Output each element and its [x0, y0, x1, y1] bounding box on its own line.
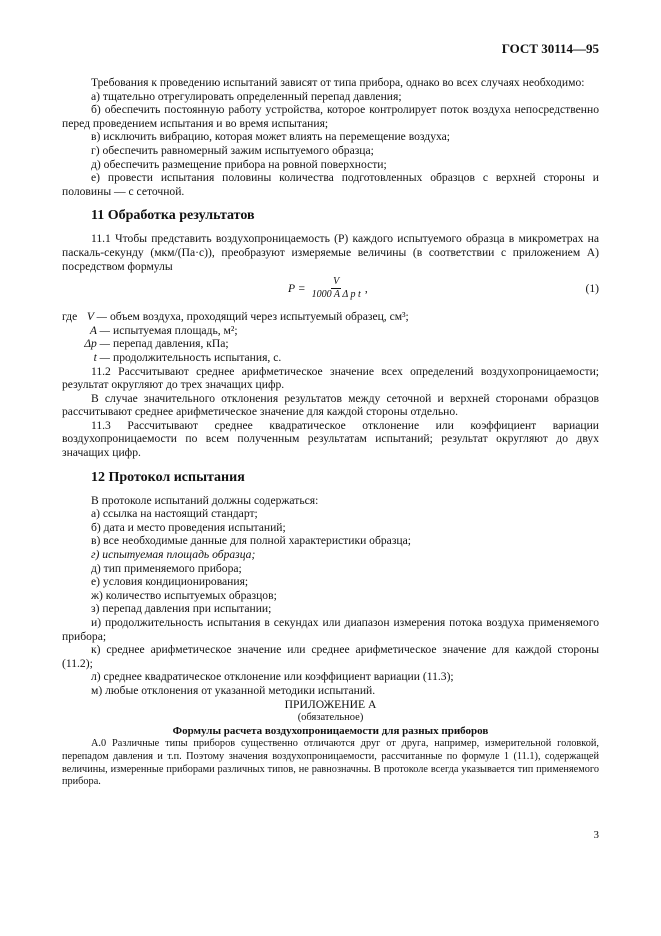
- report-item-k: к) среднее арифметическое значение или среднее арифметическое значение для каждой стороны (11.2);: [62, 643, 599, 670]
- intro-item-c: в) исключить вибрацию, которая может влиять на перемещение воздуха;: [91, 130, 450, 144]
- section-11-p2: 11.2 Рассчитывают среднее арифметическое значение всех определений воздухопроницаемости; результат округляют до трех значащих цифр.: [62, 364, 599, 392]
- section-11-p4: 11.3 Рассчитывают среднее квадратическое отклонение или коэффициент вариации воздухопроницаемости по всем полученным результатам испытаний; результат округляют до двух значащих цифр.: [62, 418, 599, 460]
- formula-denominator: 1000 A Δ p t: [311, 289, 361, 301]
- section-11-p1: 11.1 Чтобы представить воздухопроницаемость (P) каждого испытуемого образца в микрометрах на паскаль-секунду (мкм/(Па·с)), преобразуют измеряемые величины (в соответствии с приложением А) посредством формулы: [62, 232, 599, 273]
- intro-item-e: д) обеспечить размещение прибора на ровной поверхности;: [91, 157, 387, 171]
- where-row-a: [62, 324, 599, 338]
- where-text-dp: перепад давления, кПа;: [113, 337, 229, 351]
- document-body: [62, 76, 599, 789]
- formula-lhs: P =: [288, 281, 306, 295]
- intro-item-b: б) обеспечить постоянную работу устройства, которое контролирует поток воздуха непосредственно перед проведением испытания и во время испытания;: [62, 103, 599, 130]
- where-sym-t: t —: [93, 350, 110, 364]
- intro-item-f: е) провести испытания половины количества подготовленных образцов с верхней стороны и половины — с сеточной.: [62, 171, 599, 198]
- where-text-a: испытуемая площадь, м²;: [113, 323, 238, 337]
- intro-item-d: г) обеспечить равномерный зажим испытуемого образца;: [91, 143, 374, 157]
- page-number: 3: [593, 829, 599, 841]
- where-text-v: объем воздуха, проходящий через испытуемый образец, см³;: [110, 310, 409, 324]
- report-item-f: е) условия кондиционирования;: [91, 575, 249, 589]
- report-item-g: ж) количество испытуемых образцов;: [91, 588, 277, 602]
- where-sym-v: V —: [86, 310, 107, 324]
- formula-numerator: V: [333, 276, 340, 288]
- section-12-title: 12 Протокол испытания: [91, 469, 245, 485]
- formula-1: [62, 276, 599, 306]
- where-text-t: продолжительность испытания, с.: [113, 350, 282, 364]
- section-12-lead: В протоколе испытаний должны содержаться:: [91, 493, 319, 507]
- where-row-v: [62, 310, 599, 324]
- document-id: ГОСТ 30114—95: [501, 41, 599, 56]
- section-11-title: 11 Обработка результатов: [91, 208, 255, 224]
- formula-tail: ,: [364, 281, 368, 295]
- report-item-i: и) продолжительность испытания в секундах или диапазон измерения потока воздуха применяемого прибора;: [62, 616, 599, 643]
- where-row-t: [62, 351, 599, 365]
- where-sym-a: A —: [89, 323, 110, 337]
- report-item-l: л) среднее квадратическое отклонение или коэффициент вариации (11.3);: [91, 670, 454, 684]
- report-item-a: а) ссылка на настоящий стандарт;: [91, 507, 258, 521]
- appendix-title: ПРИЛОЖЕНИЕ А: [284, 697, 377, 711]
- intro-item-a: а) тщательно отрегулировать определенный перепад давления;: [91, 89, 402, 103]
- appendix-heading: Формулы расчета воздухопроницаемости для разных приборов: [172, 724, 489, 737]
- report-item-d: г) испытуемая площадь образца;: [91, 548, 256, 562]
- report-item-b: б) дата и место проведения испытаний;: [91, 520, 286, 534]
- formula-number: (1): [585, 282, 599, 296]
- appendix-subtitle: (обязательное): [297, 712, 364, 724]
- formula-expression: [288, 276, 368, 301]
- section-11-p3: В случае значительного отклонения результатов между сеточной и верхней сторонами образцов рассчитывают среднее арифметическое значение для каждой стороны отдельно.: [62, 391, 599, 419]
- report-item-e: д) тип применяемого прибора;: [91, 561, 242, 575]
- report-item-h: з) перепад давления при испытании;: [91, 602, 272, 616]
- formula-fraction: [310, 276, 363, 301]
- report-item-m: м) любые отклонения от указанной методики испытаний.: [91, 683, 376, 697]
- where-row-dp: [62, 337, 599, 351]
- appendix-text: А.0 Различные типы приборов существенно отличаются друг от друга, например, измерительной головкой, перепадом давления и т.п. Поэтому значения воздухопроницаемости, рассчитанные по формуле 1 (11.1), содержащей величины, измеренные приборами различных типов, не равнозначны. В протоколе всегда указывается тип применяемого прибора.: [62, 738, 599, 788]
- intro-lead: Требования к проведению испытаний зависят от типа прибора, однако во всех случаях необходимо:: [91, 76, 585, 89]
- where-sym-dp: Δp —: [84, 337, 110, 351]
- report-item-c: в) все необходимые данные для полной характеристики образца;: [91, 534, 411, 548]
- where-label: где: [62, 310, 78, 324]
